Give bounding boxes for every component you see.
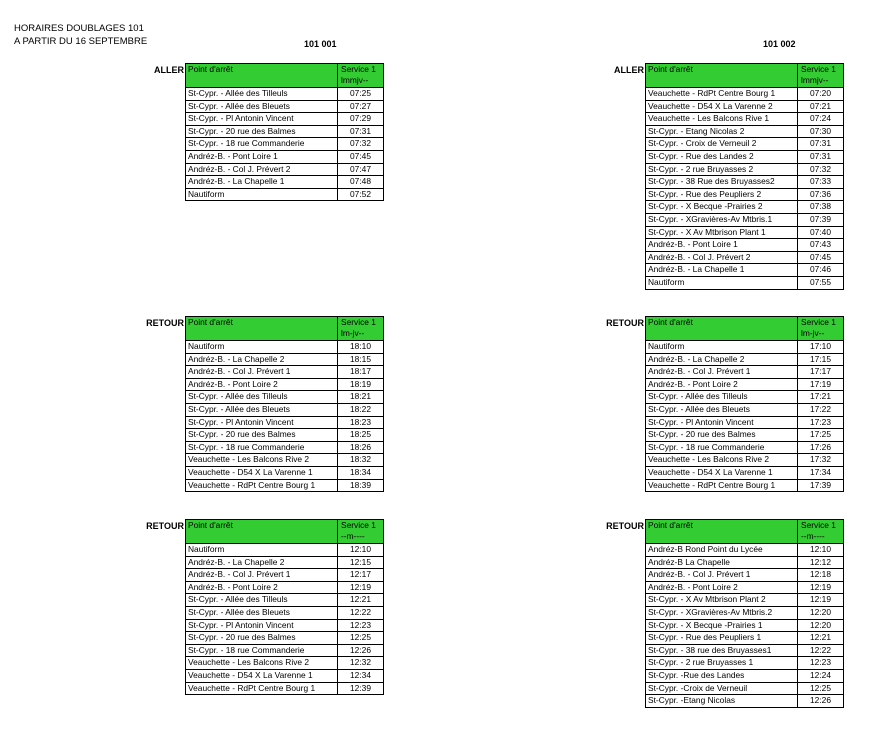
- column-header-service: [798, 64, 844, 88]
- stop-name: Andréz-B Rond Point du Lycée: [646, 544, 798, 557]
- table-row: [646, 569, 844, 582]
- stop-name: St-Cypr. -Croix de Verneuil: [646, 682, 798, 695]
- departure-time: 07:52: [338, 188, 384, 201]
- table-row: [646, 594, 844, 607]
- departure-time: 12:22: [338, 606, 384, 619]
- stop-name: St-Cypr. - Allée des Tilleuls: [646, 391, 798, 404]
- departure-time: 12:15: [338, 556, 384, 569]
- stop-name: St-Cypr. - 20 rue des Balmes: [186, 125, 338, 138]
- column-header-stop: Point d'arrêt: [186, 520, 338, 544]
- departure-time: 12:18: [798, 569, 844, 582]
- service-name: Service 1: [341, 64, 376, 74]
- stop-name: Andréz-B La Chapelle: [646, 556, 798, 569]
- stop-name: St-Cypr. - 18 rue Commanderie: [646, 441, 798, 454]
- table-row: [646, 239, 844, 252]
- departure-time: 07:55: [798, 276, 844, 289]
- table-row: [646, 403, 844, 416]
- stop-name: St-Cypr. - X Becque -Prairies 2: [646, 201, 798, 214]
- departure-time: 18:19: [338, 378, 384, 391]
- stop-name: Veauchette - RdPt Centre Bourg 1: [646, 88, 798, 101]
- table-header-row: [186, 520, 384, 544]
- table-row: [646, 341, 844, 354]
- table-row: [186, 378, 384, 391]
- service-name: Service 1: [341, 520, 376, 530]
- departure-time: 18:21: [338, 391, 384, 404]
- direction-label: ALLER: [154, 65, 184, 75]
- departure-time: 12:39: [338, 682, 384, 695]
- departure-time: 12:26: [338, 644, 384, 657]
- departure-time: 07:24: [798, 113, 844, 126]
- departure-time: 17:23: [798, 416, 844, 429]
- departure-time: 07:45: [338, 150, 384, 163]
- table-row: [186, 454, 384, 467]
- departure-time: 12:25: [798, 682, 844, 695]
- table-row: [646, 454, 844, 467]
- table-row: [646, 416, 844, 429]
- table-row: [646, 113, 844, 126]
- table-row: [186, 366, 384, 379]
- table-row: [186, 176, 384, 189]
- stop-name: Nautiform: [186, 188, 338, 201]
- timetable-retour-evening-101002: [645, 316, 844, 492]
- table-row: [186, 88, 384, 101]
- stop-name: Andréz-B. - Pont Loire 1: [186, 150, 338, 163]
- departure-time: 12:17: [338, 569, 384, 582]
- stop-name: St-Cypr. -Rue des Landes: [646, 669, 798, 682]
- column-header-service: [798, 317, 844, 341]
- service-days: lmmjv--: [801, 75, 829, 85]
- column-header-stop: Point d'arrêt: [646, 64, 798, 88]
- table-row: [186, 544, 384, 557]
- stop-name: St-Cypr. - Allée des Tilleuls: [186, 88, 338, 101]
- departure-time: 07:32: [798, 163, 844, 176]
- stop-name: St-Cypr. - 20 rue des Balmes: [646, 429, 798, 442]
- table-row: [186, 113, 384, 126]
- table-row: [186, 188, 384, 201]
- stop-name: St-Cypr. - 38 Rue des Bruyasses2: [646, 176, 798, 189]
- departure-time: 17:22: [798, 403, 844, 416]
- departure-time: 12:20: [798, 606, 844, 619]
- direction-label: RETOUR: [606, 318, 644, 328]
- departure-time: 07:36: [798, 188, 844, 201]
- table-row: [186, 429, 384, 442]
- stop-name: St-Cypr. - 18 rue Commanderie: [186, 138, 338, 151]
- table-row: [646, 226, 844, 239]
- table-header-row: [646, 520, 844, 544]
- stop-name: Veauchette - RdPt Centre Bourg 1: [186, 479, 338, 492]
- stop-name: St-Cypr. - 38 rue des Bruyasses1: [646, 644, 798, 657]
- table-row: [646, 556, 844, 569]
- stop-name: St-Cypr. - 18 rue Commanderie: [186, 441, 338, 454]
- stop-name: St-Cypr. - Allée des Tilleuls: [186, 391, 338, 404]
- stop-name: St-Cypr. - Etang Nicolas 2: [646, 125, 798, 138]
- table-row: [646, 276, 844, 289]
- table-header-row: [186, 317, 384, 341]
- table-row: [646, 544, 844, 557]
- column-header-service: [338, 520, 384, 544]
- service-name: Service 1: [341, 317, 376, 327]
- departure-time: 07:32: [338, 138, 384, 151]
- departure-time: 07:45: [798, 251, 844, 264]
- departure-time: 12:20: [798, 619, 844, 632]
- stop-name: St-Cypr. - XGravières-Av Mtbris.2: [646, 606, 798, 619]
- table-row: [646, 657, 844, 670]
- departure-time: 12:23: [798, 657, 844, 670]
- stop-name: Veauchette - D54 X La Varenne 2: [646, 100, 798, 113]
- stop-name: St-Cypr. - X Av Mtbrison Plant 2: [646, 594, 798, 607]
- timetable-retour-noon-101001: [185, 519, 384, 695]
- table-row: [646, 669, 844, 682]
- departure-time: 12:34: [338, 669, 384, 682]
- service-name: Service 1: [801, 520, 836, 530]
- stop-name: St-Cypr. - X Av Mtbrison Plant 1: [646, 226, 798, 239]
- stop-name: Andréz-B. - Pont Loire 2: [186, 378, 338, 391]
- stop-name: Veauchette - RdPt Centre Bourg 1: [646, 479, 798, 492]
- table-row: [646, 88, 844, 101]
- table-row: [646, 391, 844, 404]
- service-days: lmmjv--: [341, 75, 369, 85]
- departure-time: 17:32: [798, 454, 844, 467]
- stop-name: Nautiform: [186, 341, 338, 354]
- table-row: [646, 366, 844, 379]
- table-row: [186, 391, 384, 404]
- departure-time: 12:32: [338, 657, 384, 670]
- departure-time: 12:23: [338, 619, 384, 632]
- stop-name: St-Cypr. - 18 rue Commanderie: [186, 644, 338, 657]
- table-row: [186, 644, 384, 657]
- table-row: [186, 479, 384, 492]
- stop-name: St-Cypr. - Pl Antonin Vincent: [186, 619, 338, 632]
- departure-time: 18:32: [338, 454, 384, 467]
- stop-name: Veauchette - Les Balcons Rive 2: [646, 454, 798, 467]
- departure-time: 07:47: [338, 163, 384, 176]
- departure-time: 18:17: [338, 366, 384, 379]
- stop-name: Veauchette - RdPt Centre Bourg 1: [186, 682, 338, 695]
- stop-name: Andréz-B. - Pont Loire 1: [646, 239, 798, 252]
- table-header-row: [646, 317, 844, 341]
- departure-time: 18:22: [338, 403, 384, 416]
- table-row: [186, 353, 384, 366]
- column-header-service: [798, 520, 844, 544]
- table-row: [646, 188, 844, 201]
- stop-name: Andréz-B. - Col J. Prévert 1: [646, 569, 798, 582]
- departure-time: 07:43: [798, 239, 844, 252]
- stop-name: Andréz-B. - La Chapelle 2: [186, 353, 338, 366]
- departure-time: 12:21: [338, 594, 384, 607]
- table-row: [646, 150, 844, 163]
- table-row: [186, 416, 384, 429]
- departure-time: 18:23: [338, 416, 384, 429]
- departure-time: 07:27: [338, 100, 384, 113]
- service-name: Service 1: [801, 64, 836, 74]
- timetable-aller-101002: [645, 63, 844, 290]
- column-header-stop: Point d'arrêt: [646, 317, 798, 341]
- stop-name: St-Cypr. - Allée des Bleuets: [186, 100, 338, 113]
- table-row: [186, 594, 384, 607]
- departure-time: 12:12: [798, 556, 844, 569]
- stop-name: Andréz-B. - Pont Loire 2: [646, 378, 798, 391]
- route-code-left: 101 001: [304, 39, 337, 49]
- table-row: [186, 441, 384, 454]
- departure-time: 07:29: [338, 113, 384, 126]
- departure-time: 07:38: [798, 201, 844, 214]
- departure-time: 07:48: [338, 176, 384, 189]
- service-days: --m----: [341, 531, 365, 541]
- stop-name: St-Cypr. - Allée des Bleuets: [186, 403, 338, 416]
- table-row: [646, 176, 844, 189]
- table-row: [186, 632, 384, 645]
- table-row: [186, 125, 384, 138]
- stop-name: Andréz-B. - La Chapelle 2: [186, 556, 338, 569]
- departure-time: 07:30: [798, 125, 844, 138]
- table-row: [646, 429, 844, 442]
- stop-name: Andréz-B. - Pont Loire 2: [186, 581, 338, 594]
- table-row: [646, 479, 844, 492]
- table-row: [186, 569, 384, 582]
- departure-time: 12:24: [798, 669, 844, 682]
- table-row: [186, 341, 384, 354]
- table-row: [646, 695, 844, 708]
- stop-name: St-Cypr. - Rue des Landes 2: [646, 150, 798, 163]
- table-row: [646, 378, 844, 391]
- column-header-stop: Point d'arrêt: [186, 64, 338, 88]
- document-header: [14, 22, 147, 48]
- departure-time: 07:40: [798, 226, 844, 239]
- direction-label: RETOUR: [606, 521, 644, 531]
- stop-name: St-Cypr. - Pl Antonin Vincent: [186, 113, 338, 126]
- table-row: [186, 581, 384, 594]
- stop-name: Andréz-B. - Col J. Prévert 2: [186, 163, 338, 176]
- departure-time: 07:31: [798, 150, 844, 163]
- table-row: [186, 669, 384, 682]
- departure-time: 07:25: [338, 88, 384, 101]
- departure-time: 17:15: [798, 353, 844, 366]
- departure-time: 17:25: [798, 429, 844, 442]
- table-row: [186, 466, 384, 479]
- table-row: [646, 632, 844, 645]
- table-row: [646, 606, 844, 619]
- departure-time: 17:26: [798, 441, 844, 454]
- departure-time: 12:19: [798, 581, 844, 594]
- table-row: [186, 682, 384, 695]
- departure-time: 07:31: [338, 125, 384, 138]
- stop-name: Andréz-B. - Col J. Prévert 1: [186, 569, 338, 582]
- table-row: [646, 163, 844, 176]
- departure-time: 07:39: [798, 213, 844, 226]
- stop-name: Veauchette - Les Balcons Rive 2: [186, 454, 338, 467]
- direction-label: ALLER: [614, 65, 644, 75]
- stop-name: Andréz-B. - La Chapelle 2: [646, 353, 798, 366]
- stop-name: Andréz-B. - Col J. Prévert 1: [646, 366, 798, 379]
- departure-time: 18:10: [338, 341, 384, 354]
- stop-name: St-Cypr. - Pl Antonin Vincent: [186, 416, 338, 429]
- departure-time: 12:19: [798, 594, 844, 607]
- table-row: [646, 125, 844, 138]
- stop-name: Nautiform: [646, 276, 798, 289]
- stop-name: St-Cypr. - Allée des Bleuets: [646, 403, 798, 416]
- stop-name: St-Cypr. - 2 rue Bruyasses 1: [646, 657, 798, 670]
- departure-time: 17:17: [798, 366, 844, 379]
- table-row: [646, 466, 844, 479]
- departure-time: 18:39: [338, 479, 384, 492]
- service-name: Service 1: [801, 317, 836, 327]
- table-row: [186, 163, 384, 176]
- stop-name: St-Cypr. - Allée des Bleuets: [186, 606, 338, 619]
- stop-name: St-Cypr. - XGravières-Av Mtbris.1: [646, 213, 798, 226]
- stop-name: Veauchette - Les Balcons Rive 2: [186, 657, 338, 670]
- departure-time: 17:19: [798, 378, 844, 391]
- departure-time: 12:19: [338, 581, 384, 594]
- departure-time: 12:22: [798, 644, 844, 657]
- departure-time: 17:21: [798, 391, 844, 404]
- table-row: [646, 619, 844, 632]
- column-header-service: [338, 317, 384, 341]
- stop-name: St-Cypr. - 2 rue Bruyasses 2: [646, 163, 798, 176]
- departure-time: 18:25: [338, 429, 384, 442]
- departure-time: 07:46: [798, 264, 844, 277]
- table-row: [186, 657, 384, 670]
- table-row: [646, 644, 844, 657]
- table-row: [646, 251, 844, 264]
- table-row: [646, 264, 844, 277]
- direction-label: RETOUR: [146, 318, 184, 328]
- table-row: [646, 441, 844, 454]
- departure-time: 07:21: [798, 100, 844, 113]
- timetable-retour-evening-101001: [185, 316, 384, 492]
- column-header-stop: Point d'arrêt: [186, 317, 338, 341]
- timetable-aller-101001: [185, 63, 384, 201]
- departure-time: 07:33: [798, 176, 844, 189]
- stop-name: St-Cypr. - X Becque -Prairies 1: [646, 619, 798, 632]
- stop-name: Veauchette - D54 X La Varenne 1: [186, 466, 338, 479]
- stop-name: St-Cypr. - Rue des Peupliers 2: [646, 188, 798, 201]
- service-days: --m----: [801, 531, 825, 541]
- departure-time: 07:20: [798, 88, 844, 101]
- departure-time: 17:10: [798, 341, 844, 354]
- stop-name: St-Cypr. - 20 rue des Balmes: [186, 632, 338, 645]
- direction-label: RETOUR: [146, 521, 184, 531]
- table-header-row: [186, 64, 384, 88]
- column-header-stop: Point d'arrêt: [646, 520, 798, 544]
- departure-time: 18:15: [338, 353, 384, 366]
- table-row: [646, 353, 844, 366]
- stop-name: Veauchette - D54 X La Varenne 1: [646, 466, 798, 479]
- service-days: lm-jv--: [341, 328, 365, 338]
- table-row: [646, 100, 844, 113]
- table-row: [186, 606, 384, 619]
- table-row: [186, 100, 384, 113]
- table-row: [186, 556, 384, 569]
- table-row: [186, 619, 384, 632]
- stop-name: Andréz-B. - La Chapelle 1: [646, 264, 798, 277]
- table-row: [186, 138, 384, 151]
- table-row: [646, 581, 844, 594]
- table-header-row: [646, 64, 844, 88]
- departure-time: 12:25: [338, 632, 384, 645]
- departure-time: 12:21: [798, 632, 844, 645]
- departure-time: 12:26: [798, 695, 844, 708]
- departure-time: 07:31: [798, 138, 844, 151]
- departure-time: 17:39: [798, 479, 844, 492]
- timetable-retour-noon-101002: [645, 519, 844, 708]
- stop-name: Andréz-B. - Pont Loire 2: [646, 581, 798, 594]
- table-row: [646, 682, 844, 695]
- table-row: [186, 403, 384, 416]
- departure-time: 12:10: [798, 544, 844, 557]
- departure-time: 18:34: [338, 466, 384, 479]
- table-row: [646, 213, 844, 226]
- route-code-right: 101 002: [763, 39, 796, 49]
- stop-name: St-Cypr. - Croix de Verneuil 2: [646, 138, 798, 151]
- stop-name: Veauchette - D54 X La Varenne 1: [186, 669, 338, 682]
- table-row: [186, 150, 384, 163]
- stop-name: Veauchette - Les Balcons Rive 1: [646, 113, 798, 126]
- stop-name: Andréz-B. - La Chapelle 1: [186, 176, 338, 189]
- stop-name: Nautiform: [646, 341, 798, 354]
- departure-time: 17:34: [798, 466, 844, 479]
- stop-name: St-Cypr. - Allée des Tilleuls: [186, 594, 338, 607]
- header-subtitle: A PARTIR DU 16 SEPTEMBRE: [14, 36, 148, 47]
- table-row: [646, 201, 844, 214]
- stop-name: St-Cypr. - 20 rue des Balmes: [186, 429, 338, 442]
- departure-time: 12:10: [338, 544, 384, 557]
- stop-name: Nautiform: [186, 544, 338, 557]
- stop-name: St-Cypr. -Etang Nicolas: [646, 695, 798, 708]
- departure-time: 18:26: [338, 441, 384, 454]
- service-days: lm-jv--: [801, 328, 825, 338]
- stop-name: St-Cypr. - Pl Antonin Vincent: [646, 416, 798, 429]
- header-title: HORAIRES DOUBLAGES 101: [14, 23, 144, 34]
- stop-name: Andréz-B. - Col J. Prévert 1: [186, 366, 338, 379]
- stop-name: Andréz-B. - Col J. Prévert 2: [646, 251, 798, 264]
- stop-name: St-Cypr. - Rue des Peupliers 1: [646, 632, 798, 645]
- table-row: [646, 138, 844, 151]
- column-header-service: [338, 64, 384, 88]
